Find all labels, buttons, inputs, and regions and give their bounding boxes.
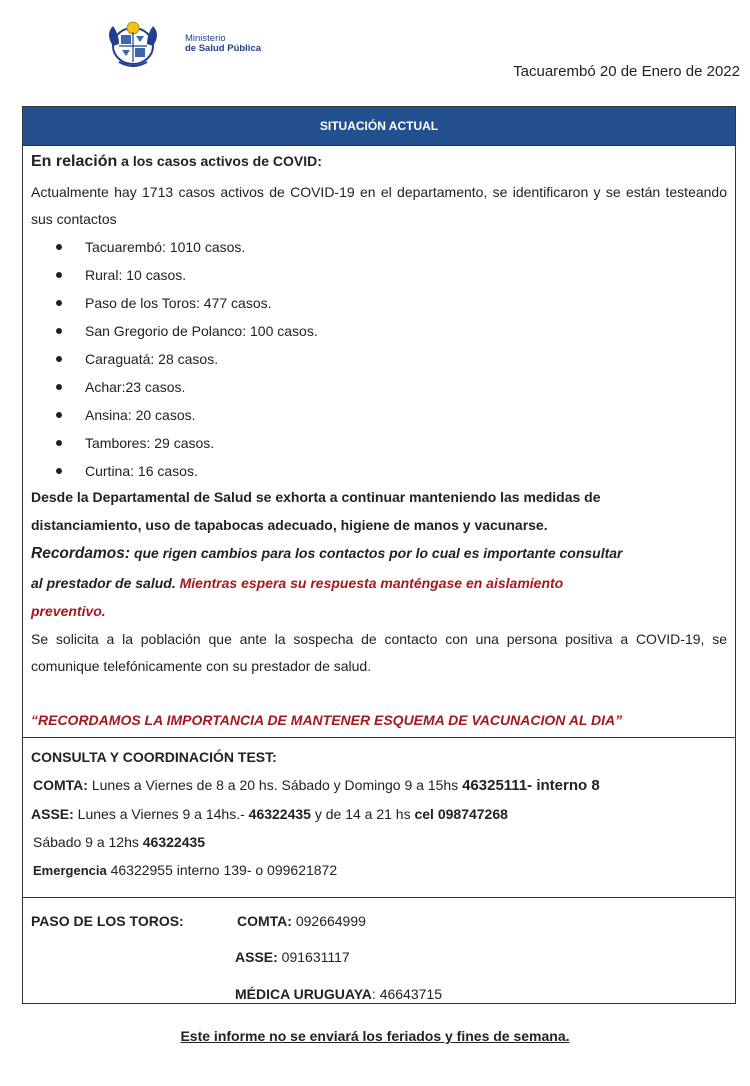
- case-entry: Ansina: 20 casos.: [85, 407, 196, 423]
- asse-hours: Lunes a Viernes 9 a 14hs.-: [73, 806, 249, 822]
- paso-medica-phone: : 46643715: [371, 986, 442, 1002]
- emergencia-label: Emergencia: [33, 863, 107, 878]
- paso-asse-phone: 091631117: [277, 949, 350, 965]
- list-item: [53, 233, 318, 261]
- comta-label: COMTA:: [33, 777, 88, 793]
- bullet-icon: [56, 356, 62, 362]
- paso-medica-line: [235, 986, 442, 1002]
- paso-label: PASO DE LOS TOROS:: [31, 913, 184, 929]
- consulta-title: CONSULTA Y COORDINACIÓN TEST:: [31, 749, 277, 765]
- intro-paragraph: Actualmente hay 1713 casos activos de COVID-19 en el departamento, se identificaron y se están testeando sus contactos: [31, 184, 727, 227]
- ministry-line1: Ministerio: [185, 33, 226, 44]
- exhort-line-1: Desde la Departamental de Salud se exhorta a continuar manteniendo las medidas de: [31, 489, 601, 505]
- bullet-icon: [56, 440, 62, 446]
- report-date: Tacuarembó 20 de Enero de 2022: [513, 63, 740, 80]
- emergencia-line: [33, 862, 337, 878]
- paso-medica-label: MÉDICA URUGUAYA: [235, 986, 372, 1002]
- paso-asse-line: [235, 949, 350, 965]
- list-item: [53, 457, 318, 485]
- situation-section: [23, 145, 735, 738]
- case-entry: Tacuarembó: 1010 casos.: [85, 239, 246, 255]
- list-item: [53, 317, 318, 345]
- asse-label: ASSE:: [31, 806, 74, 822]
- remind-line-1-text: que rigen cambios para los contactos por lo cual es importante consultar: [130, 545, 623, 561]
- sabado-phone: 46322435: [142, 834, 206, 850]
- list-item: [53, 401, 318, 429]
- bullet-icon: [56, 384, 62, 390]
- emergencia-text: 46322955 interno 139- o 099621872: [106, 862, 338, 878]
- cases-list: [53, 233, 318, 485]
- remind-label: Recordamos:: [31, 545, 131, 562]
- bullet-icon: [56, 468, 62, 474]
- list-item: [53, 289, 318, 317]
- remind-line-1: [31, 545, 623, 563]
- comta-phone: 46325111- interno 8: [462, 777, 600, 794]
- remind-line-2: [31, 575, 563, 591]
- sabado-hours: Sábado 9 a 12hs: [33, 834, 143, 850]
- ministry-logo: [105, 20, 305, 70]
- sabado-line: [33, 834, 205, 850]
- asse-cel: cel 098747268: [414, 806, 508, 822]
- bullet-icon: [56, 412, 62, 418]
- heading-lead: En relación: [31, 153, 118, 170]
- paso-de-los-toros-section: [23, 898, 735, 1004]
- list-item: [53, 261, 318, 289]
- vaccine-reminder: “RECORDAMOS LA IMPORTANCIA DE MANTENER ESQUEMA DE VACUNACION AL DIA”: [31, 712, 623, 728]
- footer-note: Este informe no se enviará los feriados y fines de semana.: [180, 1028, 570, 1044]
- list-item: [53, 429, 318, 457]
- remind-line-3: preventivo.: [31, 603, 106, 619]
- situation-banner: SITUACIÓN ACTUAL: [23, 107, 735, 146]
- asse-line: [31, 806, 508, 822]
- paso-comta-label: COMTA:: [237, 913, 292, 929]
- bullet-icon: [56, 300, 62, 306]
- case-entry: Caraguatá: 28 casos.: [85, 351, 219, 367]
- report-frame: [22, 106, 736, 1004]
- paso-comta-phone: 092664999: [291, 913, 366, 929]
- list-item: [53, 345, 318, 373]
- case-entry: Curtina: 16 casos.: [85, 463, 198, 479]
- exhort-line-2: distanciamiento, uso de tapabocas adecuado, higiene de manos y vacunarse.: [31, 517, 548, 533]
- list-item: [53, 373, 318, 401]
- case-entry: Paso de los Toros: 477 casos.: [85, 295, 272, 311]
- case-entry: San Gregorio de Polanco: 100 casos.: [85, 323, 318, 339]
- asse-phone: 46322435: [248, 806, 311, 822]
- comta-line: [33, 777, 600, 794]
- paso-asse-label: ASSE:: [235, 949, 278, 965]
- comta-hours: Lunes a Viernes de 8 a 20 hs. Sábado y Domingo 9 a 15hs: [87, 777, 463, 793]
- request-paragraph: Se solicita a la población que ante la sospecha de contacto con una persona positiva a COVID-19, se comunique telefónicamente con su prestador de salud.: [31, 631, 727, 674]
- case-entry: Tambores: 29 casos.: [85, 435, 215, 451]
- case-entry: Rural: 10 casos.: [85, 267, 187, 283]
- case-entry: Achar:23 casos.: [85, 379, 186, 395]
- consulta-section: [23, 738, 735, 898]
- bullet-icon: [56, 328, 62, 334]
- heading-rest: a los casos activos de COVID:: [117, 153, 322, 169]
- bullet-icon: [56, 272, 62, 278]
- section-heading: [31, 153, 322, 171]
- ministry-line2: de Salud Pública: [185, 43, 262, 54]
- remind-isolation-text: Mientras espera su respuesta manténgase en aislamiento: [175, 575, 564, 591]
- asse-hours-2: y de 14 a 21 hs: [310, 806, 415, 822]
- paso-comta-line: [237, 913, 366, 929]
- coat-of-arms-icon: [105, 20, 161, 68]
- bullet-icon: [56, 244, 62, 250]
- ministry-name: [185, 34, 261, 54]
- remind-line-2-text: al prestador de salud.: [31, 575, 176, 591]
